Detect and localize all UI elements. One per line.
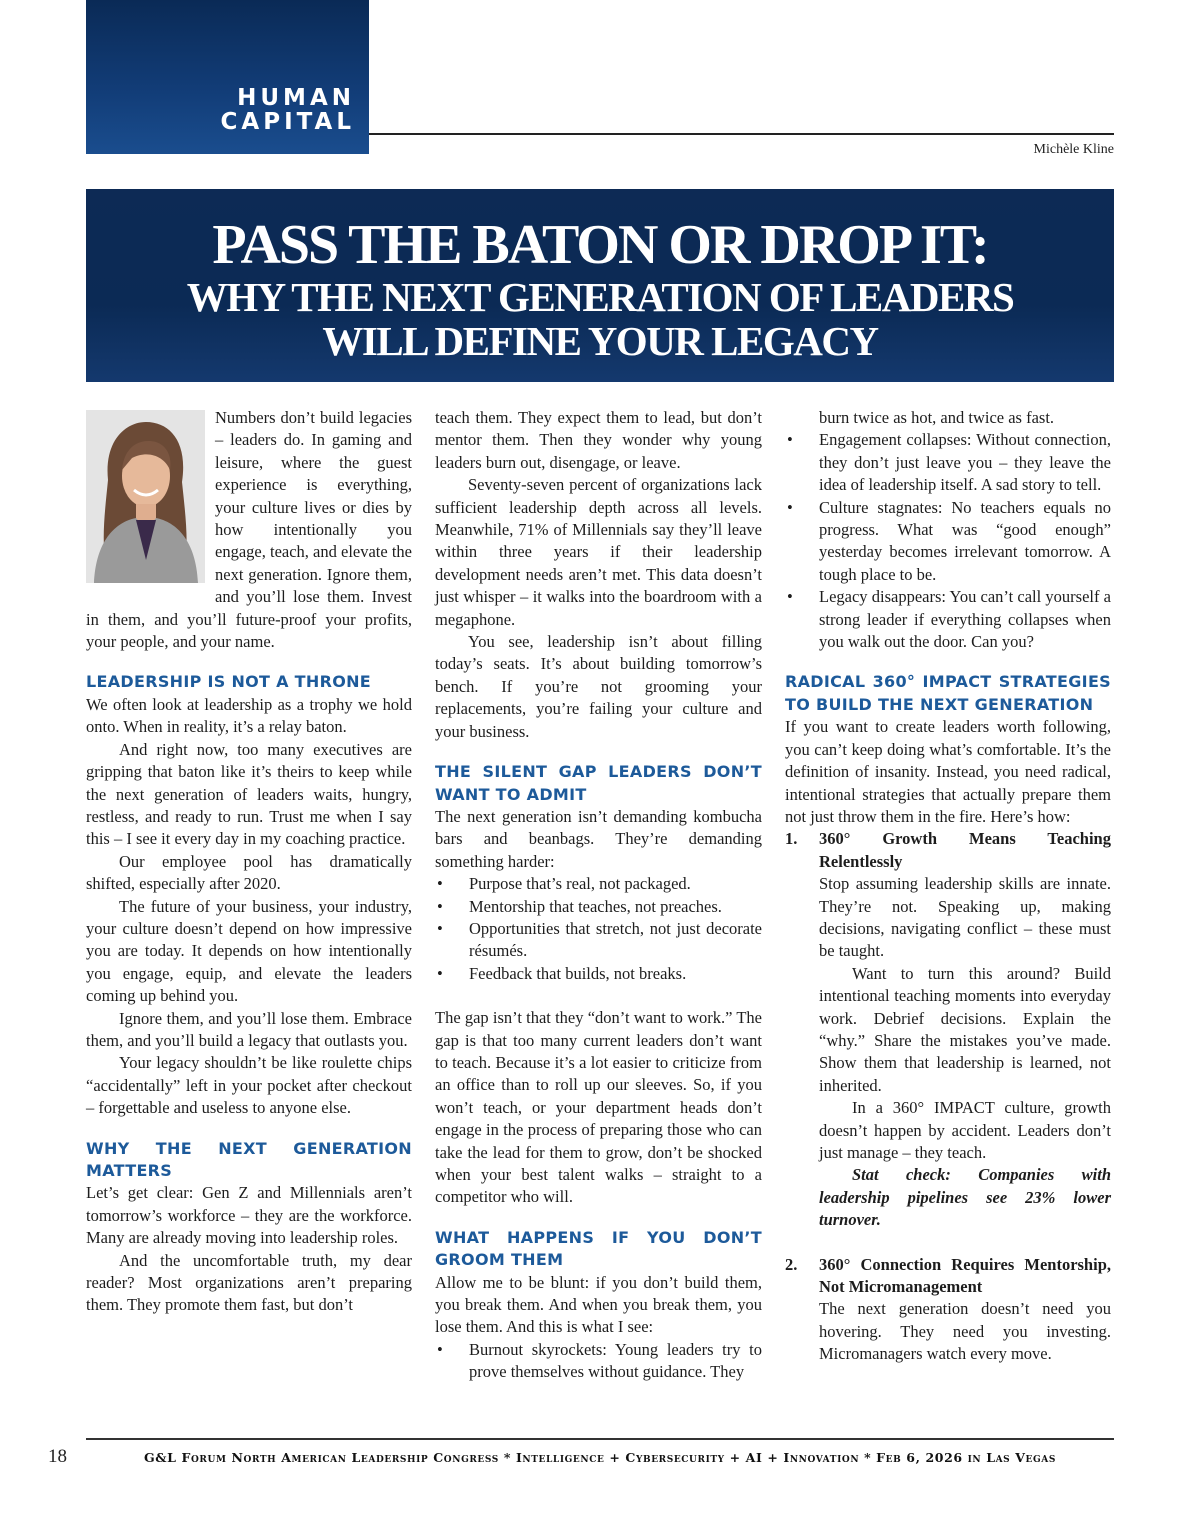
consequences-list-continued: [785, 429, 1111, 653]
paragraph: We often look at leadership as a trophy we hold onto. When in reality, it’s a relay baton.: [86, 694, 412, 737]
column-2: [435, 407, 762, 1384]
strategies-list: [785, 828, 1111, 1365]
paragraph: Your legacy shouldn’t be like roulette chips “accidentally” left in your pocket after checkout – forgettable and useless to anyone else.: [86, 1053, 412, 1118]
paragraph: teach them. They expect them to lead, but don’t mentor them. Then they wonder why young leaders burn out, disengage, or leave.: [435, 408, 762, 472]
item-title: 360° Connection Requires Mentorship, Not Micromanagement: [819, 1254, 1111, 1297]
paragraph: The gap isn’t that they “don’t want to work.” The gap is that too many current leaders don’t want to teach. Because it’s a lot easier to criticize from an office than to roll up our sleeves. So, if you won’t teach, or your department heads don’t engage in the process of preparing those who can take the lead for them to grow, don’t be shocked when your best talent walks – straight to a competitor who will.: [435, 1008, 762, 1207]
heading-silent-gap: THE SILENT GAP LEADERS DON’T WANT TO ADMIT: [435, 762, 762, 804]
paragraph: The next generation isn’t demanding kombucha bars and beanbags. They’re demanding something harder:: [435, 806, 762, 871]
heading-radical-strategies: RADICAL 360° IMPACT STRATEGIES TO BUILD THE NEXT GENERATION: [785, 672, 1111, 714]
paragraph: Stop assuming leadership skills are innate. They’re not. Speaking up, making decisions, navigating conflict – these must be taught.: [819, 874, 1111, 961]
section-badge: [86, 0, 369, 154]
column-1: [86, 407, 412, 1317]
heading-leadership-not-throne: LEADERSHIP IS NOT A THRONE: [86, 672, 372, 692]
title-banner: [86, 189, 1114, 382]
title-line-3: WILL DEFINE YOUR LEGACY: [322, 318, 878, 364]
title-line-1: PASS THE BATON OR DROP IT:: [212, 214, 988, 276]
paragraph: And right now, too many executives are gripping that baton like it’s theirs to keep while the next generation of leaders waits, hungry, restless, and ready to run. Trust me when I say this – I see it every day in my coaching practice.: [86, 739, 412, 849]
paragraph: The next generation doesn’t need you hovering. They need you investing. Micromanagers watch every move.: [819, 1299, 1111, 1364]
paragraph: In a 360° IMPACT culture, growth doesn’t happen by accident. Leaders don’t just manage – they teach.: [819, 1098, 1111, 1162]
list-item: [785, 1254, 1111, 1366]
paragraph: burn twice as hot, and twice as fast.: [819, 408, 1055, 427]
item-number: 2.: [785, 1254, 798, 1274]
paragraph: Ignore them, and you’ll lose them. Embrace them, and you’ll build a legacy that outlasts you.: [86, 1008, 412, 1050]
list-item: • Feedback that builds, not breaks.: [435, 963, 762, 985]
column-3: [785, 407, 1111, 1366]
list-item: • Purpose that’s real, not packaged.: [435, 873, 762, 895]
paragraph: The future of your business, your industry, your culture doesn’t depend on how impressive you are today. It depends on how intentionally you engage, equip, and elevate the leaders coming up behind you.: [86, 896, 412, 1006]
paragraph: Our employee pool has dramatically shifted, especially after 2020.: [86, 851, 412, 894]
title-line-2: WHY THE NEXT GENERATION OF LEADERS: [186, 274, 1014, 320]
header-rule: [369, 133, 1114, 135]
footer-rule: [86, 1438, 1114, 1440]
paragraph: Let’s get clear: Gen Z and Millennials aren’t tomorrow’s workforce – they are the workforce. Many are already moving into leadership roles.: [86, 1183, 412, 1248]
author-portrait: [86, 410, 205, 583]
footer-text: G&L Forum North American Leadership Congress * Intelligence + Cybersecurity + AI + Innovation * Feb 6, 2026 in Las Vegas: [144, 1450, 1056, 1465]
page-number: 18: [48, 1446, 67, 1467]
list-item: [785, 828, 1111, 1231]
paragraph: If you want to create leaders worth following, you can’t keep doing what’s comfortable. It’s the definition of insanity. Instead, you need radical, intentional strategies that actually prepare them not just throw them in the fire. Here’s how:: [785, 717, 1111, 826]
list-item: • Legacy disappears: You can’t call yourself a strong leader if everything collapses when you walk out the door. Can you?: [785, 586, 1111, 653]
author-photo: [86, 410, 205, 583]
consequences-list: [435, 1339, 762, 1384]
paragraph: Allow me to be blunt: if you don’t build them, you break them. And when you break them, you lose them. And this is what I see:: [435, 1272, 762, 1337]
list-item: • Culture stagnates: No teachers equals no progress. What was “good enough” yesterday becomes irrelevant tomorrow. A tough place to be.: [785, 497, 1111, 587]
paragraph: You see, leadership isn’t about filling today’s seats. It’s about building tomorrow’s bench. If you’re not grooming your replacements, you’re failing your culture and your business.: [435, 632, 762, 741]
heading-next-generation-matters: WHY THE NEXT GENERATION MATTERS: [86, 1138, 412, 1180]
paragraph: And the uncomfortable truth, my dear reader? Most organizations aren’t preparing them. They promote them fast, but don’t: [86, 1250, 412, 1315]
paragraph: Seventy-seven percent of organizations lack sufficient leadership depth across all levels. Meanwhile, 71% of Millennials say they’ll leave within three years if their leadership development needs aren’t met. This data doesn’t just whisper – it walks into the boardroom with a megaphone.: [435, 475, 762, 629]
item-number: 1.: [785, 829, 798, 849]
author-name: Michèle Kline: [1033, 142, 1114, 157]
list-item: • Mentorship that teaches, not preaches.: [435, 896, 762, 918]
stat-check: Stat check: Companies with leadership pipelines see 23% lower turnover.: [819, 1165, 1111, 1230]
list-item: • Engagement collapses: Without connection, they don’t just leave you – they leave the idea of leadership itself. A sad story to tell.: [785, 429, 1111, 496]
item-title: 360° Growth Means Teaching Relentlessly: [819, 829, 1111, 871]
list-item: • Burnout skyrockets: Young leaders try to prove themselves without guidance. They: [435, 1339, 762, 1384]
heading-what-happens: WHAT HAPPENS IF YOU DON’T GROOM THEM: [435, 1227, 762, 1270]
demands-list: [435, 873, 762, 985]
intro-paragraph: Numbers don’t build legacies – leaders do. In gaming and leisure, where the guest experience is everything, your culture lives or dies by how intentionally you engage, teach, and elevate the next generation. Ignore them, and you’ll lose them. Invest in them, and you’ll future-proof your profits, your people, and your name.: [86, 408, 412, 652]
list-item: • Opportunities that stretch, not just decorate résumés.: [435, 918, 762, 963]
paragraph: Want to turn this around? Build intentional teaching moments into everyday work. Debrief decisions. Explain the “why.” Share the mistakes you’ve made. Show them that leadership is learned, not inherited.: [819, 963, 1111, 1095]
section-label: HUMAN CAPITAL: [220, 85, 355, 135]
